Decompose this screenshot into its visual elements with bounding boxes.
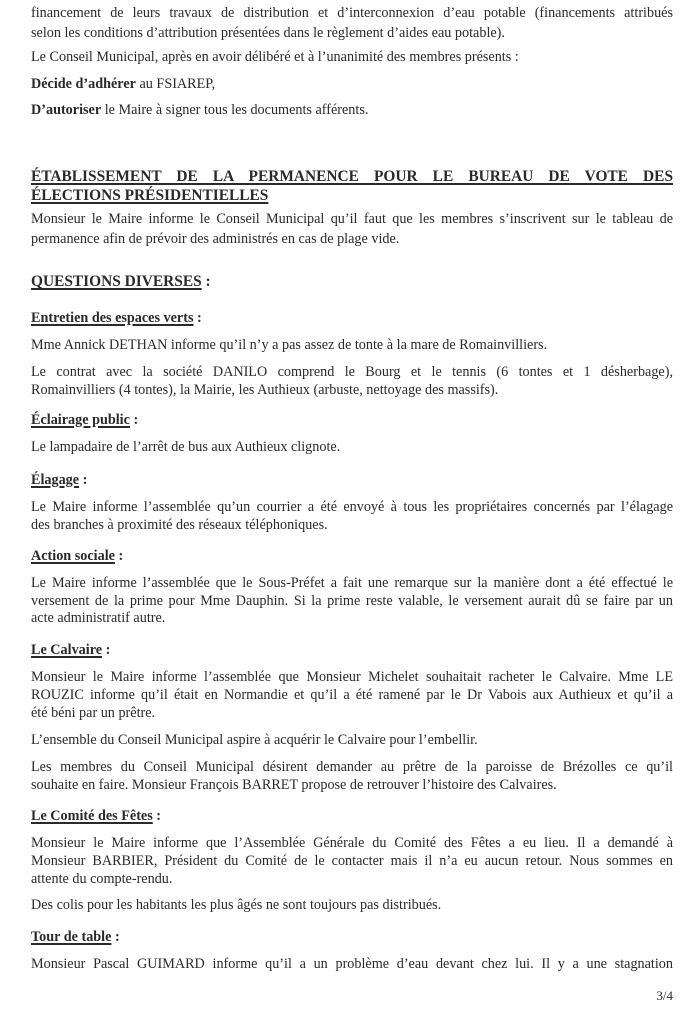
decision-text: au FSIAREP, (135, 76, 216, 92)
paragraph-line: été béni par un prêtre. (31, 705, 156, 721)
paragraph-line: Les membres du Conseil Municipal désirent demander au prêtre de la paroisse de Brézolles ce qu’il (31, 759, 673, 775)
subsection-title: Le Calvaire (31, 642, 103, 658)
section-heading-cont (31, 187, 673, 205)
paragraph-line: Monsieur BARBIER, Président du Comité de le contacter mais il n’a eu aucun retour. Nous sommes en (31, 853, 673, 869)
decision-adherer (31, 75, 673, 93)
heading-colon: : (79, 472, 88, 488)
subsection-heading (31, 471, 673, 489)
paragraph-line: ROUZIC informe qu’il était en Normandie et qu’il a été ramené par le Dr Vabois aux Authieux et qu’il a (31, 687, 673, 703)
subsection-title: Action sociale (31, 548, 115, 564)
subsection-title: Le Comité des Fêtes (31, 808, 153, 824)
paragraph-line: Monsieur le Maire informe l’assemblée que Monsieur Michelet souhaitait racheter le Calvaire. Mme LE (31, 669, 673, 685)
section-heading-text: QUESTIONS DIVERSES (31, 273, 202, 290)
paragraph-line: Mme Annick DETHAN informe qu’il n’y a pas assez de tonte à la mare de Romainvilliers. (31, 337, 548, 353)
heading-colon: : (114, 548, 124, 564)
page-number: 3/4 (656, 988, 673, 1003)
heading-colon: : (201, 273, 211, 290)
subsection-title: Entretien des espaces verts (31, 310, 194, 326)
decision-label: Décide d’adhérer (31, 76, 136, 92)
paragraph-line: Le contrat avec la société DANILO comprend le Bourg et le tennis (6 tontes et 1 désherbage), (31, 364, 673, 380)
subsection-heading (31, 411, 673, 429)
subsection-title: Éclairage public (31, 412, 130, 428)
heading-colon: : (193, 310, 202, 326)
decision-text: le Maire à signer tous les documents afférents. (101, 102, 369, 118)
paragraph-line: des branches à proximité des réseaux téléphoniques. (31, 517, 328, 533)
paragraph-line: souhaite en faire. Monsieur François BARRET propose de retrouver l’histoire des Calvaires. (31, 777, 557, 793)
paragraph-line: Le Maire informe l’assemblée que le Sous-Préfet a fait une remarque sur la manière dont a été effectué le (31, 575, 673, 591)
paragraph: Le Conseil Municipal, après en avoir délibéré et à l’unanimité des membres présents : (31, 49, 519, 65)
paragraph-line: permanence afin de prévoir des administrés en cas de plage vide. (31, 231, 400, 247)
decision-label: D’autoriser (31, 102, 102, 118)
heading-colon: : (102, 642, 111, 658)
paragraph-line: acte administratif autre. (31, 610, 166, 626)
subsection-heading (31, 928, 673, 946)
paragraph-line: financement de leurs travaux de distribution et d’interconnexion d’eau potable (financements attribués (31, 5, 673, 21)
subsection-heading (31, 547, 673, 565)
heading-colon: : (152, 808, 162, 824)
paragraph-line: Romainvilliers (4 tontes), la Mairie, les Authieux (arbuste, nettoyage des massifs). (31, 382, 499, 398)
paragraph-line: versement de la prime pour Mme Dauphin. Si la prime reste valable, le versement aurait dû se faire par un (31, 593, 673, 609)
decision-autoriser (31, 101, 673, 119)
paragraph-line: Monsieur le Maire informe le Conseil Municipal qu’il faut que les membres s’inscrivent sur le tableau de (31, 211, 673, 227)
section-heading-text: ÉLECTIONS PRÉSIDENTIELLES (31, 187, 269, 204)
subsection-title: Tour de table (31, 929, 112, 945)
subsection-title: Élagage (31, 472, 80, 488)
heading-colon: : (129, 412, 139, 428)
heading-colon: : (111, 929, 120, 945)
paragraph-line: selon les conditions d’attribution présentées dans le règlement d’aides eau potable). (31, 25, 505, 41)
paragraph-line: Le lampadaire de l’arrêt de bus aux Authieux clignote. (31, 439, 341, 455)
paragraph-line: L’ensemble du Conseil Municipal aspire à acquérir le Calvaire pour l’embellir. (31, 732, 478, 748)
paragraph-line: Monsieur le Maire informe que l’Assemblée Générale du Comité des Fêtes a eu lieu. Il a demandé à (31, 835, 673, 851)
subsection-heading (31, 807, 673, 825)
section-heading (31, 273, 673, 291)
paragraph-line: Monsieur Pascal GUIMARD informe qu’il a un problème d’eau devant chez lui. Il y a une stagnation (31, 956, 673, 972)
paragraph-line: Le Maire informe l’assemblée qu’un courrier a été envoyé à tous les propriétaires concernés par l’élagage (31, 499, 673, 515)
subsection-heading (31, 641, 673, 659)
subsection-heading (31, 309, 673, 327)
section-heading: ÉTABLISSEMENT DE LA PERMANENCE POUR LE BUREAU DE VOTE DES (31, 168, 673, 185)
paragraph-line: attente du compte-rendu. (31, 871, 173, 887)
paragraph-line: Des colis pour les habitants les plus âgés ne sont toujours pas distribués. (31, 897, 442, 913)
